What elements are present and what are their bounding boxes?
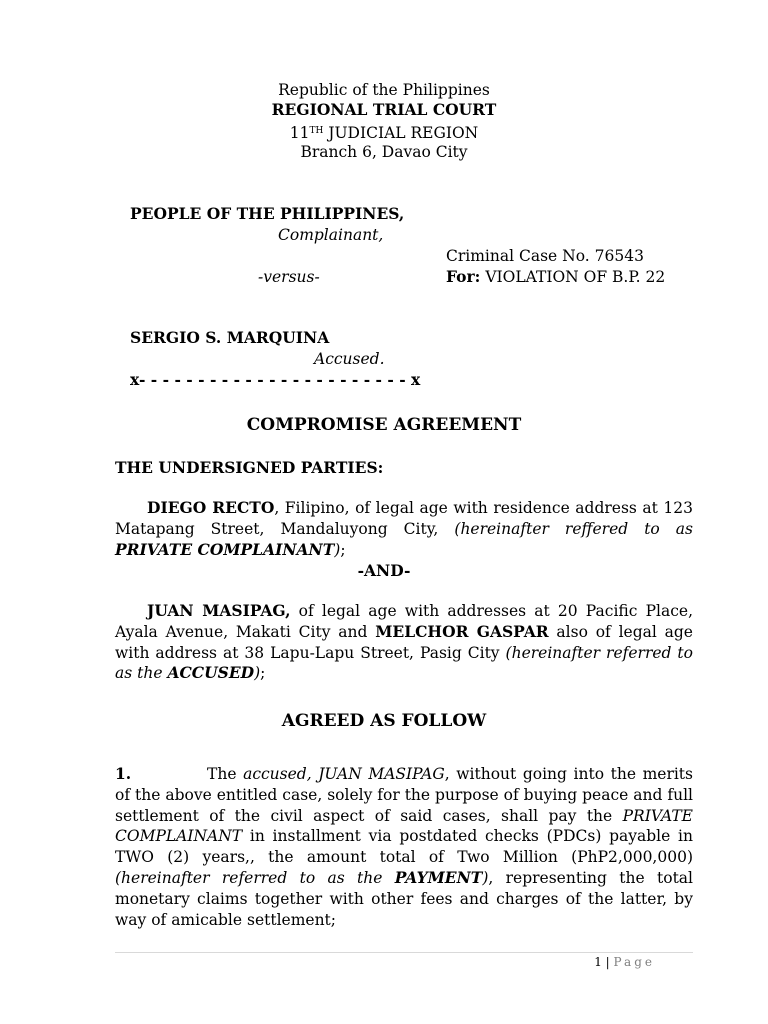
page-footer: 1 | Page: [594, 955, 655, 969]
case-number: Criminal Case No. 76543: [446, 247, 644, 265]
header-republic: Republic of the Philippines: [278, 81, 490, 99]
caption-separator: x- - - - - - - - - - - - - - - - - - - - - - - x: [130, 370, 421, 389]
document-title: COMPROMISE AGREEMENT: [246, 415, 522, 435]
plaintiff-role: Complainant,: [278, 226, 384, 244]
plaintiff-name: PEOPLE OF THE PHILIPPINES,: [130, 204, 405, 223]
accused-name: SERGIO S. MARQUINA: [130, 328, 330, 347]
and-label: -AND-: [357, 561, 411, 580]
party-one-paragraph: DIEGO RECTO, Filipino, of legal age with residence address at 123 Matapang Street, Mandaluyong City, (hereinafter reffered to as PRIVATE COMPLAINANT);: [115, 498, 693, 559]
header-court: REGIONAL TRIAL COURT: [271, 100, 497, 119]
party-two-paragraph: JUAN MASIPAG, of legal age with addresses at 20 Pacific Place, Ayala Avenue, Makati City and MELCHOR GASPAR also of legal age with address at 38 Lapu-Lapu Street, Pasig City (hereinafter referred to as the ACCUSED);: [115, 601, 693, 683]
accused-role: Accused.: [314, 350, 385, 368]
header-branch: Branch 6, Davao City: [300, 143, 468, 161]
agreed-heading: AGREED AS FOLLOW: [281, 711, 487, 731]
clause-one-paragraph: 1. The accused, JUAN MASIPAG, without going into the merits of the above entitled case, solely for the purpose of buying peace and full settlement of the civil aspect of said cases, shall pay the PRIVATE COMPLAINANT in installment via postdated checks (PDCs) payable in TWO (2) years,, the amount total of Two Million (PhP2,000,000) (hereinafter referred to as the PAYMENT), representing the total monetary claims together with other fees and charges of the latter, by way of amicable settlement;: [115, 764, 693, 929]
clause-one-number: 1.: [115, 764, 132, 783]
footer-divider: [115, 952, 693, 953]
case-charge: For: VIOLATION OF B.P. 22: [446, 267, 666, 286]
page-number: 1: [594, 955, 602, 969]
page-label: Page: [613, 955, 655, 969]
parties-heading: THE UNDERSIGNED PARTIES:: [115, 458, 384, 477]
header-region: 11TH JUDICIAL REGION: [289, 124, 479, 142]
versus-label: -versus-: [258, 268, 320, 286]
